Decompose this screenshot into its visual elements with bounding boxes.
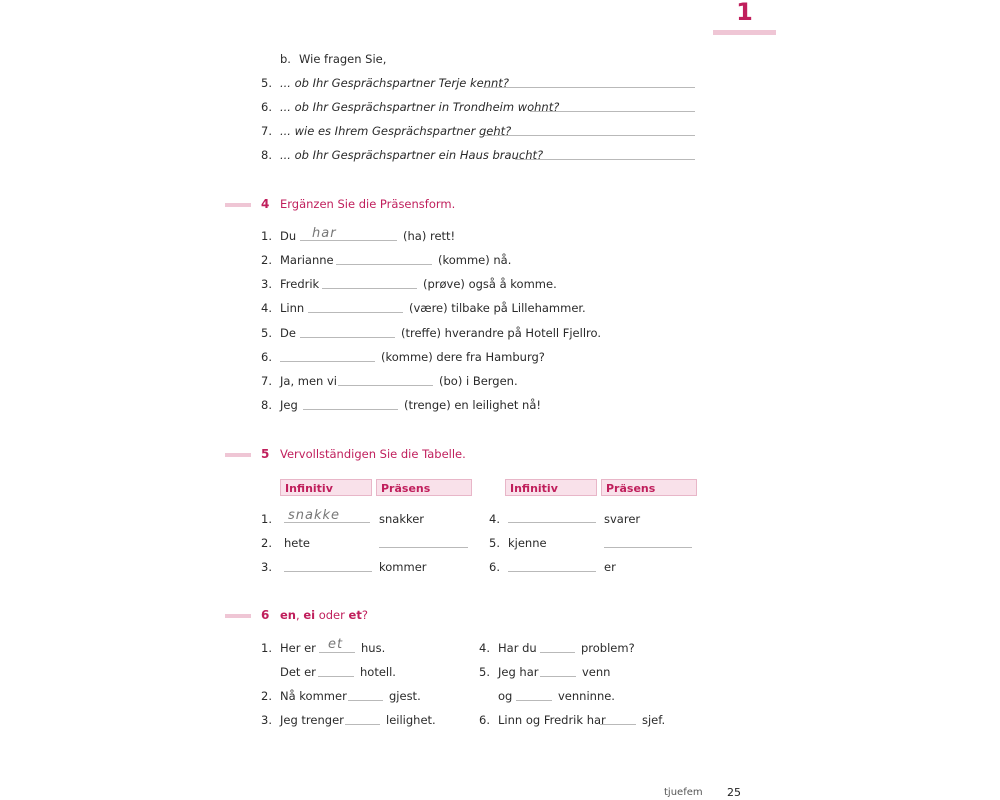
answer-line[interactable] — [540, 676, 576, 677]
ex5-praesens: kommer — [379, 560, 427, 574]
answer-line[interactable] — [300, 337, 395, 338]
ex4-item-num: 8. — [261, 398, 272, 412]
answer-line[interactable] — [284, 571, 372, 572]
ex4-item-num: 2. — [261, 253, 272, 267]
ex4-item-post: (prøve) også å komme. — [423, 277, 557, 291]
ex4-item-pre: Linn — [280, 301, 305, 315]
part-b-item-num: 8. — [261, 148, 272, 162]
title-sep: , — [296, 608, 304, 622]
ex4-item-num: 5. — [261, 326, 272, 340]
ex5-praesens: er — [604, 560, 616, 574]
ex6-item-pre: og — [498, 689, 513, 703]
title-word-et: et — [348, 608, 362, 622]
answer-line[interactable] — [348, 700, 383, 701]
ex4-item-pre: Ja, men vi — [280, 374, 337, 388]
ex6-item-post: problem? — [581, 641, 635, 655]
ex5-row-num: 4. — [489, 512, 500, 526]
ex6-item-post: hotell. — [360, 665, 396, 679]
ex6-item-post: leilighet. — [386, 713, 436, 727]
ex4-item-num: 7. — [261, 374, 272, 388]
ex5-row-num: 5. — [489, 536, 500, 550]
part-b-item-num: 7. — [261, 124, 272, 138]
answer-line[interactable] — [318, 676, 354, 677]
ex6-item-pre: Nå kommer — [280, 689, 347, 703]
answer-line[interactable] — [508, 571, 596, 572]
handwritten-answer: snakke — [288, 508, 341, 523]
ex4-item-post: (treffe) hverandre på Hotell Fjellro. — [401, 326, 601, 340]
answer-line[interactable] — [303, 409, 398, 410]
ex4-item-pre: Jeg — [280, 398, 298, 412]
answer-line[interactable] — [280, 361, 375, 362]
answer-line[interactable] — [308, 312, 403, 313]
page-number-word: tjuefem — [664, 787, 703, 798]
ex4-item-post: (bo) i Bergen. — [439, 374, 518, 388]
exercise-4-title: Ergänzen Sie die Präsensform. — [280, 197, 456, 211]
answer-line[interactable] — [336, 264, 432, 265]
ex4-item-pre: De — [280, 326, 296, 340]
answer-line[interactable] — [485, 135, 695, 136]
answer-line[interactable] — [604, 547, 692, 548]
ex6-item-pre: Jeg trenger — [280, 713, 344, 727]
answer-line[interactable] — [530, 111, 695, 112]
part-b-item-num: 6. — [261, 100, 272, 114]
ex6-item-post: sjef. — [642, 713, 666, 727]
exercise-6-title — [280, 608, 368, 622]
chapter-bar — [713, 30, 776, 35]
section-marker — [225, 614, 251, 618]
ex4-item-num: 1. — [261, 229, 272, 243]
part-b-item-text: ... ob Ihr Gesprächspartner in Trondheim wohnt? — [280, 100, 560, 114]
table-header: Infinitiv — [505, 479, 597, 496]
ex6-item-num: 4. — [479, 641, 490, 655]
ex5-row-num: 2. — [261, 536, 272, 550]
ex4-item-post: (komme) nå. — [438, 253, 512, 267]
ex6-item-post: venninne. — [558, 689, 615, 703]
part-b-prompt: Wie fragen Sie, — [299, 52, 387, 66]
table-header: Infinitiv — [280, 479, 372, 496]
handwritten-answer: et — [328, 637, 344, 652]
ex5-praesens: svarer — [604, 512, 641, 526]
exercise-6-number: 6 — [261, 608, 270, 622]
ex4-item-post: (være) tilbake på Lillehammer. — [409, 301, 586, 315]
exercise-5-title: Vervollständigen Sie die Tabelle. — [280, 447, 466, 461]
ex5-row-num: 1. — [261, 512, 272, 526]
ex6-item-pre: Jeg har — [498, 665, 539, 679]
answer-line[interactable] — [322, 288, 417, 289]
ex6-item-post: gjest. — [389, 689, 421, 703]
ex6-item-post: venn — [582, 665, 611, 679]
ex4-item-pre: Marianne — [280, 253, 334, 267]
ex6-item-num: 2. — [261, 689, 272, 703]
ex4-item-num: 3. — [261, 277, 272, 291]
ex4-item-num: 4. — [261, 301, 272, 315]
ex4-item-num: 6. — [261, 350, 272, 364]
section-marker — [225, 203, 251, 207]
part-b-label: b. — [280, 52, 291, 66]
title-word-en: en — [280, 608, 296, 622]
page-number: 25 — [727, 786, 741, 799]
ex5-praesens: snakker — [379, 512, 425, 526]
answer-line[interactable] — [345, 724, 380, 725]
ex6-item-pre: Her er — [280, 641, 316, 655]
ex6-item-pre: Linn og Fredrik har — [498, 713, 606, 727]
answer-line[interactable] — [600, 724, 636, 725]
part-b-item-text: ... ob Ihr Gesprächspartner Terje kennt? — [280, 76, 509, 90]
ex6-item-num: 1. — [261, 641, 272, 655]
section-marker — [225, 453, 251, 457]
title-sep: oder — [315, 608, 349, 622]
ex4-item-post: (komme) dere fra Hamburg? — [381, 350, 545, 364]
answer-line[interactable] — [516, 700, 552, 701]
answer-line[interactable] — [540, 652, 575, 653]
title-sep: ? — [361, 608, 368, 622]
ex6-item-num: 3. — [261, 713, 272, 727]
ex6-item-post: hus. — [361, 641, 386, 655]
table-header: Präsens — [601, 479, 697, 496]
ex6-item-num: 6. — [479, 713, 490, 727]
answer-line[interactable] — [300, 240, 397, 241]
ex4-item-pre: Du — [280, 229, 297, 243]
ex4-item-post: (trenge) en leilighet nå! — [404, 398, 542, 412]
handwritten-answer: har — [312, 226, 337, 241]
answer-line[interactable] — [319, 652, 355, 653]
ex5-row-num: 6. — [489, 560, 500, 574]
ex6-item-pre: Det er — [280, 665, 316, 679]
ex5-row-num: 3. — [261, 560, 272, 574]
ex6-item-num: 5. — [479, 665, 490, 679]
table-header: Präsens — [376, 479, 472, 496]
exercise-4-number: 4 — [261, 197, 270, 211]
answer-line[interactable] — [508, 522, 596, 523]
answer-line[interactable] — [338, 385, 433, 386]
title-word-ei: ei — [303, 608, 316, 622]
answer-line[interactable] — [515, 159, 695, 160]
ex4-item-post: (ha) rett! — [403, 229, 456, 243]
chapter-number: 1 — [736, 0, 753, 26]
answer-line[interactable] — [379, 547, 468, 548]
ex5-infinitiv: hete — [284, 536, 310, 550]
ex5-infinitiv: kjenne — [508, 536, 547, 550]
answer-line[interactable] — [284, 522, 370, 523]
ex4-item-pre: Fredrik — [280, 277, 320, 291]
ex6-item-pre: Har du — [498, 641, 537, 655]
part-b-item-num: 5. — [261, 76, 272, 90]
exercise-5-number: 5 — [261, 447, 270, 461]
part-b-item-text: ... ob Ihr Gesprächspartner ein Haus braucht? — [280, 148, 544, 162]
part-b-item-text: ... wie es Ihrem Gesprächspartner geht? — [280, 124, 512, 138]
answer-line[interactable] — [483, 87, 695, 88]
